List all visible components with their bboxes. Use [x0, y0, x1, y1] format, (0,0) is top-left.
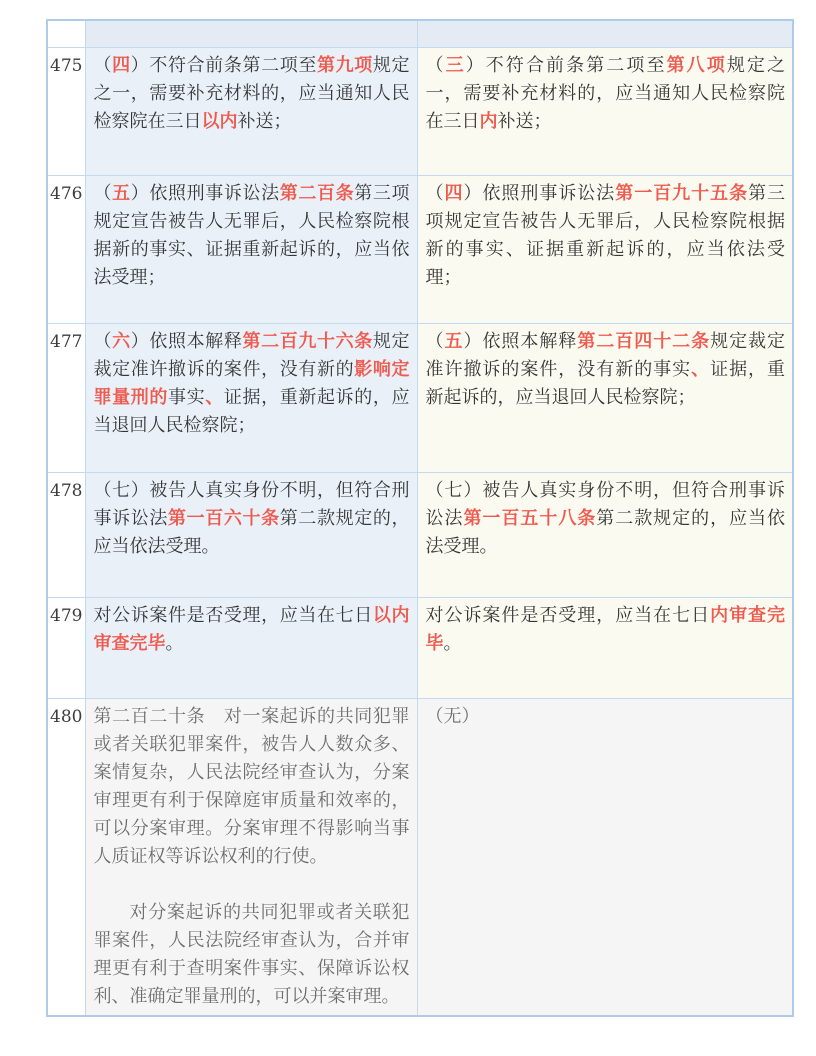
- text-segment: （: [93, 182, 113, 204]
- new-text-cell: [417, 472, 793, 597]
- diff-highlight: 第八项: [666, 54, 727, 76]
- diff-highlight: 五: [444, 330, 464, 352]
- text-segment: （: [93, 54, 113, 76]
- text-segment: （无）: [425, 705, 480, 727]
- table-row: [47, 597, 793, 698]
- diff-highlight: 四: [112, 54, 131, 76]
- text-segment: 第三项规定宣告被告人无罪后，人民检察院根据新的事实、证据重新起诉的，应当依法受理；: [93, 182, 410, 288]
- row-number-cell: 477: [47, 323, 85, 472]
- diff-highlight: 第一百六十条: [168, 507, 280, 529]
- diff-highlight: 第二百条: [279, 182, 355, 204]
- text-segment: 补送；: [237, 110, 292, 132]
- paragraph: [426, 477, 786, 561]
- table-row: [47, 698, 793, 1016]
- diff-highlight: 以内审查完毕: [93, 604, 410, 654]
- diff-highlight: 、: [205, 386, 224, 408]
- paragraph: [94, 52, 410, 136]
- diff-highlight: 、: [691, 358, 711, 380]
- diff-highlight: 六: [112, 330, 131, 352]
- diff-table: [46, 19, 794, 1017]
- diff-highlight: 内: [479, 110, 498, 132]
- new-text-cell: [417, 47, 793, 175]
- diff-highlight: 内审查完毕: [425, 604, 786, 654]
- paragraph: [94, 602, 410, 658]
- text-segment: （: [425, 54, 446, 76]
- text-segment: 对分案起诉的共同犯罪或者关联犯罪案件，人民法院经审查认为，合并审理更有利于查明案件事实、保障诉讼权利、准确定罪量刑的，可以并案审理。: [93, 901, 410, 1007]
- old-text-cell: [85, 698, 417, 1016]
- new-text-cell: [417, 175, 793, 323]
- new-text-cell: [417, 698, 793, 1016]
- row-number-cell: 476: [47, 175, 85, 323]
- text-segment: 第二款规定的，应当依法受理。: [93, 507, 410, 557]
- text-segment: ）依照刑事诉讼法: [130, 182, 280, 204]
- diff-highlight: 以内: [201, 110, 238, 132]
- table-row: [47, 472, 793, 597]
- text-segment: （: [93, 330, 113, 352]
- text-segment: （七）被告人真实身份不明，但符合刑事诉讼法: [93, 479, 410, 529]
- row-number-cell: 475: [47, 47, 85, 175]
- old-text-cell: [85, 175, 417, 323]
- diff-highlight: 影响定罪量刑的: [93, 358, 410, 408]
- diff-highlight: 第一百五十八条: [463, 507, 597, 529]
- text-segment: 第二款规定的，应当依法受理。: [425, 507, 786, 557]
- text-segment: 证据，重新起诉的，应当退回人民检察院；: [93, 386, 410, 436]
- paragraph: [94, 477, 410, 561]
- diff-table-body: [47, 20, 793, 1016]
- diff-highlight: 五: [112, 182, 131, 204]
- text-segment: （: [425, 182, 445, 204]
- diff-highlight: 第二百九十六条: [242, 330, 373, 352]
- text-segment: 第三项规定宣告被告人无罪后，人民检察院根据新的事实、证据重新起诉的，应当依法受理；: [425, 182, 786, 288]
- text-segment: 第二百二十条 对一案起诉的共同犯罪或者关联犯罪案件，被告人人数众多、案情复杂，人民法院经审查认为，分案审理更有利于保障庭审质量和效率的，可以分案审理。分案审理不得影响当事人质证权等诉讼权利的行使。: [93, 705, 410, 867]
- table-row: [47, 20, 793, 47]
- text-segment: ）不符合前条第二项至: [130, 54, 317, 76]
- paragraph: [94, 328, 410, 440]
- text-segment: （: [425, 330, 445, 352]
- paragraph: [426, 180, 786, 292]
- text-segment: 规定之一，需要补充材料的，应当通知人民检察院在三日: [425, 54, 786, 132]
- paragraph: [426, 602, 786, 658]
- text-segment: 规定裁定准许撤诉的案件，没有新的: [93, 330, 410, 380]
- new-text-cell: [417, 323, 793, 472]
- diff-highlight: 四: [444, 182, 464, 204]
- paragraph: [426, 328, 786, 412]
- paragraph: [94, 899, 410, 1011]
- text-segment: 补送；: [497, 110, 552, 132]
- text-segment: ）不符合前条第二项至: [465, 54, 667, 76]
- text-segment: 对公诉案件是否受理，应当在七日: [93, 604, 373, 626]
- text-segment: （七）被告人真实身份不明，但符合刑事诉讼法: [425, 479, 785, 529]
- table-row: [47, 323, 793, 472]
- old-text-cell: [85, 47, 417, 175]
- paragraph: [426, 703, 786, 731]
- text-segment: 规定裁定准许撤诉的案件，没有新的事实: [425, 330, 786, 380]
- paragraph: [94, 180, 410, 292]
- row-number-cell: 478: [47, 472, 85, 597]
- new-text-cell: [417, 20, 793, 47]
- old-text-cell: [85, 472, 417, 597]
- row-number-cell: [47, 20, 85, 47]
- row-number-cell: 480: [47, 698, 85, 1016]
- table-row: [47, 175, 793, 323]
- diff-highlight: 第二百四十二条: [577, 330, 711, 352]
- old-text-cell: [85, 20, 417, 47]
- new-text-cell: [417, 597, 793, 698]
- text-segment: ）依照本解释: [130, 330, 243, 352]
- table-row: [47, 47, 793, 175]
- old-text-cell: [85, 597, 417, 698]
- old-text-cell: [85, 323, 417, 472]
- text-segment: 事实: [168, 386, 206, 408]
- text-segment: 证据，重新起诉的，应当退回人民检察院；: [425, 358, 786, 408]
- text-segment: ）依照本解释: [463, 330, 578, 352]
- diff-highlight: 第九项: [317, 54, 373, 76]
- text-segment: 规定之一，需要补充材料的，应当通知人民检察院在三日: [93, 54, 410, 132]
- text-segment: ）依照刑事诉讼法: [463, 182, 616, 204]
- paragraph: [94, 703, 410, 871]
- diff-highlight: 三: [445, 54, 466, 76]
- text-segment: 对公诉案件是否受理，应当在七日: [425, 604, 711, 626]
- paragraph: [426, 52, 786, 136]
- text-segment: 。: [443, 632, 462, 654]
- diff-highlight: 第一百九十五条: [615, 182, 749, 204]
- row-number-cell: 479: [47, 597, 85, 698]
- text-segment: 。: [165, 632, 184, 654]
